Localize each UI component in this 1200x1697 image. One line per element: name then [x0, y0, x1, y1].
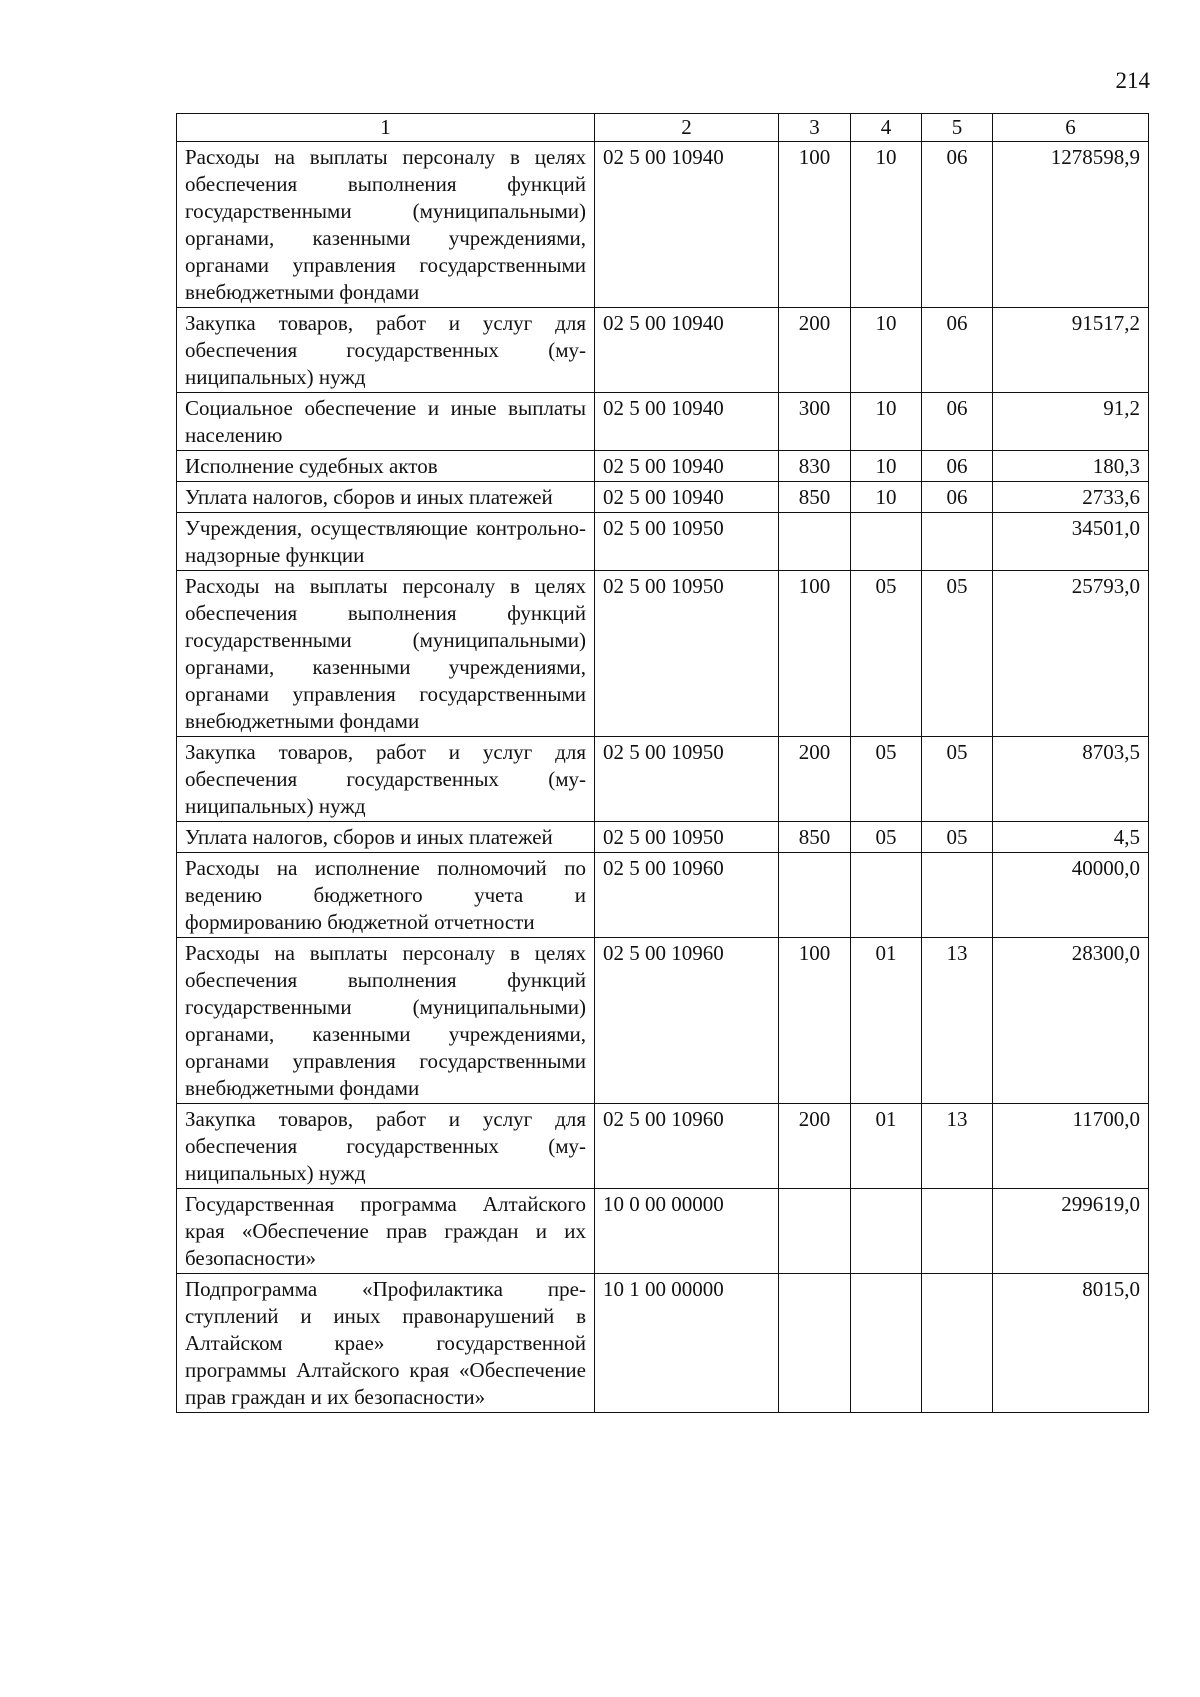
row-amount: 4,5	[993, 822, 1149, 853]
table-row	[177, 1274, 1149, 1413]
row-description: Подпрограмма «Профилактика преступлений и иных правонарушений в Алтайском крае» государственной программы Алтайского края «Обеспечение прав граждан и их безопасности»	[177, 1274, 595, 1413]
row-subsection: 13	[922, 1104, 993, 1189]
row-subsection: 06	[922, 393, 993, 451]
row-expense-type: 850	[779, 822, 851, 853]
row-amount: 299619,0	[993, 1189, 1149, 1274]
row-target-code: 02 5 00 10950	[595, 737, 779, 822]
row-section	[851, 513, 922, 571]
row-target-code: 02 5 00 10950	[595, 513, 779, 571]
row-target-code: 02 5 00 10950	[595, 822, 779, 853]
row-subsection: 05	[922, 571, 993, 737]
row-section: 05	[851, 822, 922, 853]
row-subsection: 06	[922, 482, 993, 513]
budget-table	[176, 113, 1149, 1413]
column-header-1: 1	[177, 114, 595, 142]
row-description: Государственная программа Алтайского края «Обеспечение прав граждан и их безопасности»	[177, 1189, 595, 1274]
row-amount: 91517,2	[993, 308, 1149, 393]
row-description: Учреждения, осуществляющие контрольно-надзорные функции	[177, 513, 595, 571]
row-section: 10	[851, 451, 922, 482]
row-amount: 11700,0	[993, 1104, 1149, 1189]
row-subsection	[922, 513, 993, 571]
row-target-code: 02 5 00 10950	[595, 571, 779, 737]
row-description: Расходы на выплаты персоналу в целях обеспечения выполнения функций государственными (муниципальными) органами, казенными учреждениями, органами управления государственными внебюджетными фондами	[177, 938, 595, 1104]
row-subsection	[922, 1274, 993, 1413]
row-expense-type: 200	[779, 1104, 851, 1189]
column-header-4: 4	[851, 114, 922, 142]
row-subsection: 06	[922, 142, 993, 308]
table-body	[177, 142, 1149, 1413]
table-row	[177, 308, 1149, 393]
row-expense-type: 850	[779, 482, 851, 513]
row-amount: 8015,0	[993, 1274, 1149, 1413]
page-number: 214	[1115, 68, 1150, 93]
row-target-code: 10 0 00 00000	[595, 1189, 779, 1274]
row-subsection: 06	[922, 308, 993, 393]
row-section: 10	[851, 308, 922, 393]
row-expense-type: 200	[779, 308, 851, 393]
row-section	[851, 853, 922, 938]
row-expense-type: 830	[779, 451, 851, 482]
row-amount: 28300,0	[993, 938, 1149, 1104]
row-amount: 25793,0	[993, 571, 1149, 737]
row-target-code: 02 5 00 10960	[595, 938, 779, 1104]
row-amount: 34501,0	[993, 513, 1149, 571]
column-header-3: 3	[779, 114, 851, 142]
table-row	[177, 1104, 1149, 1189]
column-header-5: 5	[922, 114, 993, 142]
row-amount: 8703,5	[993, 737, 1149, 822]
row-expense-type	[779, 1274, 851, 1413]
table-row	[177, 938, 1149, 1104]
row-target-code: 02 5 00 10940	[595, 142, 779, 308]
row-expense-type: 100	[779, 142, 851, 308]
table-row	[177, 822, 1149, 853]
row-section	[851, 1274, 922, 1413]
row-expense-type: 200	[779, 737, 851, 822]
row-amount: 40000,0	[993, 853, 1149, 938]
row-target-code: 02 5 00 10940	[595, 393, 779, 451]
row-section: 05	[851, 571, 922, 737]
row-target-code: 02 5 00 10960	[595, 1104, 779, 1189]
row-section: 01	[851, 1104, 922, 1189]
row-section: 01	[851, 938, 922, 1104]
header-row	[177, 114, 1149, 142]
row-expense-type: 300	[779, 393, 851, 451]
row-target-code: 02 5 00 10940	[595, 308, 779, 393]
table-row	[177, 393, 1149, 451]
row-expense-type: 100	[779, 938, 851, 1104]
row-subsection: 06	[922, 451, 993, 482]
row-subsection	[922, 1189, 993, 1274]
row-description: Расходы на исполнение полномочий по ведению бюджетного учета и формированию бюджетной отчетности	[177, 853, 595, 938]
row-description: Закупка товаров, работ и услуг для обеспечения государственных (муниципальных) нужд	[177, 1104, 595, 1189]
row-description: Уплата налогов, сборов и иных платежей	[177, 822, 595, 853]
row-expense-type	[779, 513, 851, 571]
row-description: Уплата налогов, сборов и иных платежей	[177, 482, 595, 513]
row-description: Расходы на выплаты персоналу в целях обеспечения выполнения функций государственными (муниципальными) органами, казенными учреждениями, органами управления государственными внебюджетными фондами	[177, 571, 595, 737]
row-subsection: 05	[922, 822, 993, 853]
table-row	[177, 853, 1149, 938]
row-expense-type	[779, 1189, 851, 1274]
row-section: 05	[851, 737, 922, 822]
table-row	[177, 451, 1149, 482]
table-row	[177, 1189, 1149, 1274]
row-target-code: 10 1 00 00000	[595, 1274, 779, 1413]
column-header-2: 2	[595, 114, 779, 142]
table-row	[177, 737, 1149, 822]
row-section: 10	[851, 393, 922, 451]
row-description: Расходы на выплаты персоналу в целях обеспечения выполнения функций государственными (муниципальными) органами, казенными учреждениями, органами управления государственными внебюджетными фондами	[177, 142, 595, 308]
row-expense-type	[779, 853, 851, 938]
row-amount: 2733,6	[993, 482, 1149, 513]
row-subsection: 05	[922, 737, 993, 822]
row-amount: 180,3	[993, 451, 1149, 482]
table-row	[177, 571, 1149, 737]
row-description: Закупка товаров, работ и услуг для обеспечения государственных (муниципальных) нужд	[177, 308, 595, 393]
row-subsection: 13	[922, 938, 993, 1104]
row-amount: 91,2	[993, 393, 1149, 451]
row-subsection	[922, 853, 993, 938]
row-description: Закупка товаров, работ и услуг для обеспечения государственных (муниципальных) нужд	[177, 737, 595, 822]
row-section	[851, 1189, 922, 1274]
row-description: Социальное обеспечение и иные выплаты населению	[177, 393, 595, 451]
column-header-6: 6	[993, 114, 1149, 142]
table-row	[177, 482, 1149, 513]
row-description: Исполнение судебных актов	[177, 451, 595, 482]
row-section: 10	[851, 482, 922, 513]
row-amount: 1278598,9	[993, 142, 1149, 308]
row-target-code: 02 5 00 10940	[595, 482, 779, 513]
table-row	[177, 513, 1149, 571]
row-target-code: 02 5 00 10960	[595, 853, 779, 938]
row-target-code: 02 5 00 10940	[595, 451, 779, 482]
row-expense-type: 100	[779, 571, 851, 737]
row-section: 10	[851, 142, 922, 308]
table-header	[177, 114, 1149, 142]
table-row	[177, 142, 1149, 308]
